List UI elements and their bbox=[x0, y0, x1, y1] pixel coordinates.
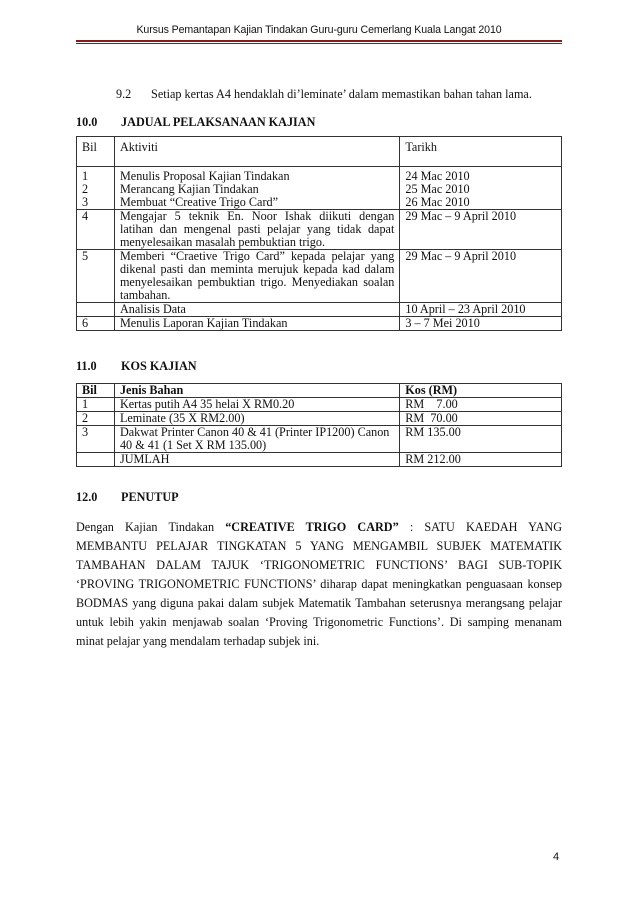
cell-bil: 6 bbox=[77, 317, 115, 331]
table-row bbox=[77, 303, 562, 317]
cell-aktiviti: Menulis Proposal Kajian Tindakan bbox=[114, 167, 399, 184]
section-11-heading bbox=[76, 359, 197, 374]
section-10-heading bbox=[76, 115, 315, 130]
cell-aktiviti: Memberi “Craetive Trigo Card” kepada pelajar yang dikenal pasti dan meminta merujuk kepada kad dalam menyelesaikan pembuktian trigo. Menyediakan soalan tambahan. bbox=[114, 250, 399, 303]
header-tarikh: Tarikh bbox=[400, 137, 562, 167]
cell-tarikh: 25 Mac 2010 bbox=[400, 183, 562, 196]
header-aktiviti: Aktiviti bbox=[114, 137, 399, 167]
cell-tarikh: 26 Mac 2010 bbox=[400, 196, 562, 210]
cell-tarikh: 3 – 7 Mei 2010 bbox=[400, 317, 562, 331]
table-header-row bbox=[77, 384, 562, 398]
cost-table bbox=[76, 383, 562, 467]
cell-tarikh: 29 Mac – 9 April 2010 bbox=[400, 250, 562, 303]
item-number: 9.2 bbox=[116, 87, 132, 101]
header-bil: Bil bbox=[77, 384, 115, 398]
cell-kos: RM 135.00 bbox=[400, 426, 562, 453]
section-12-heading bbox=[76, 490, 179, 505]
header-rule bbox=[76, 40, 562, 42]
table-row bbox=[77, 412, 562, 426]
cell-bil: 3 bbox=[77, 426, 115, 453]
cell-aktiviti: Merancang Kajian Tindakan bbox=[114, 183, 399, 196]
table-row bbox=[77, 167, 562, 184]
cell-bil: 4 bbox=[77, 210, 115, 250]
header-kos: Kos (RM) bbox=[400, 384, 562, 398]
header-rule-thin bbox=[76, 43, 562, 44]
item-text: Setiap kertas A4 hendaklah di’leminate’ dalam memastikan bahan tahan lama. bbox=[151, 87, 532, 101]
cell-tarikh: 24 Mac 2010 bbox=[400, 167, 562, 184]
table-row bbox=[77, 210, 562, 250]
header-jenis-bahan: Jenis Bahan bbox=[114, 384, 399, 398]
paragraph-title-bold: “CREATIVE TRIGO CARD” bbox=[225, 520, 399, 534]
schedule-table bbox=[76, 136, 562, 331]
table-row bbox=[77, 196, 562, 210]
cell-kos: RM 70.00 bbox=[400, 412, 562, 426]
cell-bahan: JUMLAH bbox=[114, 453, 399, 467]
header-bil: Bil bbox=[77, 137, 115, 167]
section-title: KOS KAJIAN bbox=[121, 359, 197, 373]
cell-aktiviti: Menulis Laporan Kajian Tindakan bbox=[114, 317, 399, 331]
cell-kos: RM 7.00 bbox=[400, 398, 562, 412]
cell-bil bbox=[77, 453, 115, 467]
section-number: 12.0 bbox=[76, 490, 98, 504]
cell-tarikh: 29 Mac – 9 April 2010 bbox=[400, 210, 562, 250]
paragraph-intro: Dengan Kajian Tindakan bbox=[76, 520, 226, 534]
cell-tarikh: 10 April – 23 April 2010 bbox=[400, 303, 562, 317]
table-header-row bbox=[77, 137, 562, 167]
cell-bil: 1 bbox=[77, 167, 115, 184]
paragraph-body: : SATU KAEDAH YANG MEMBANTU PELAJAR TINGKATAN 5 YANG MENGAMBIL SUBJEK MATEMATIK TAMBAHAN DALAM TAJUK ‘TRIGONOMETRIC FUNCTIONS’ BAGI SUB-TOPIK ‘PROVING TRIGONOMETRIC FUNCTIONS’ diharap dapat meningkatkan penguasaan konsep BODMAS yang diguna pakai dalam subjek Matematik Tambahan seterusnya merangsang pelajar untuk lebih yakin menjawab soalan ‘Proving Trigonometric Functions’. Di samping menanam minat pelajar yang mendalam terhadap subjek ini. bbox=[76, 520, 562, 648]
table-row bbox=[77, 250, 562, 303]
page-header: Kursus Pemantapan Kajian Tindakan Guru-guru Cemerlang Kuala Langat 2010 bbox=[136, 24, 502, 36]
section-title: PENUTUP bbox=[121, 490, 179, 504]
cell-bil: 2 bbox=[77, 183, 115, 196]
cell-bahan: Leminate (35 X RM2.00) bbox=[114, 412, 399, 426]
cell-bil: 5 bbox=[77, 250, 115, 303]
cell-bil: 3 bbox=[77, 196, 115, 210]
cell-bahan: Kertas putih A4 35 helai X RM0.20 bbox=[114, 398, 399, 412]
table-row bbox=[77, 426, 562, 453]
cell-bil: 1 bbox=[77, 398, 115, 412]
cell-aktiviti: Analisis Data bbox=[114, 303, 399, 317]
table-row bbox=[77, 317, 562, 331]
section-number: 11.0 bbox=[76, 359, 97, 373]
cell-bil bbox=[77, 303, 115, 317]
cell-bahan: Dakwat Printer Canon 40 & 41 (Printer IP1200) Canon 40 & 41 (1 Set X RM 135.00) bbox=[114, 426, 399, 453]
table-row bbox=[77, 453, 562, 467]
section-number: 10.0 bbox=[76, 115, 98, 129]
item-9-2 bbox=[116, 87, 532, 102]
page-number: 4 bbox=[553, 851, 560, 863]
table-row bbox=[77, 398, 562, 412]
cell-bil: 2 bbox=[77, 412, 115, 426]
section-title: JADUAL PELAKSANAAN KAJIAN bbox=[121, 115, 316, 129]
cell-kos: RM 212.00 bbox=[400, 453, 562, 467]
cell-aktiviti: Mengajar 5 teknik En. Noor Ishak diikuti dengan latihan dan mengenal pasti pelajar yang tidak dapat menyelesaikan masalah pembuktian trigo. bbox=[114, 210, 399, 250]
cell-aktiviti: Membuat “Creative Trigo Card” bbox=[114, 196, 399, 210]
closing-paragraph bbox=[76, 518, 562, 651]
